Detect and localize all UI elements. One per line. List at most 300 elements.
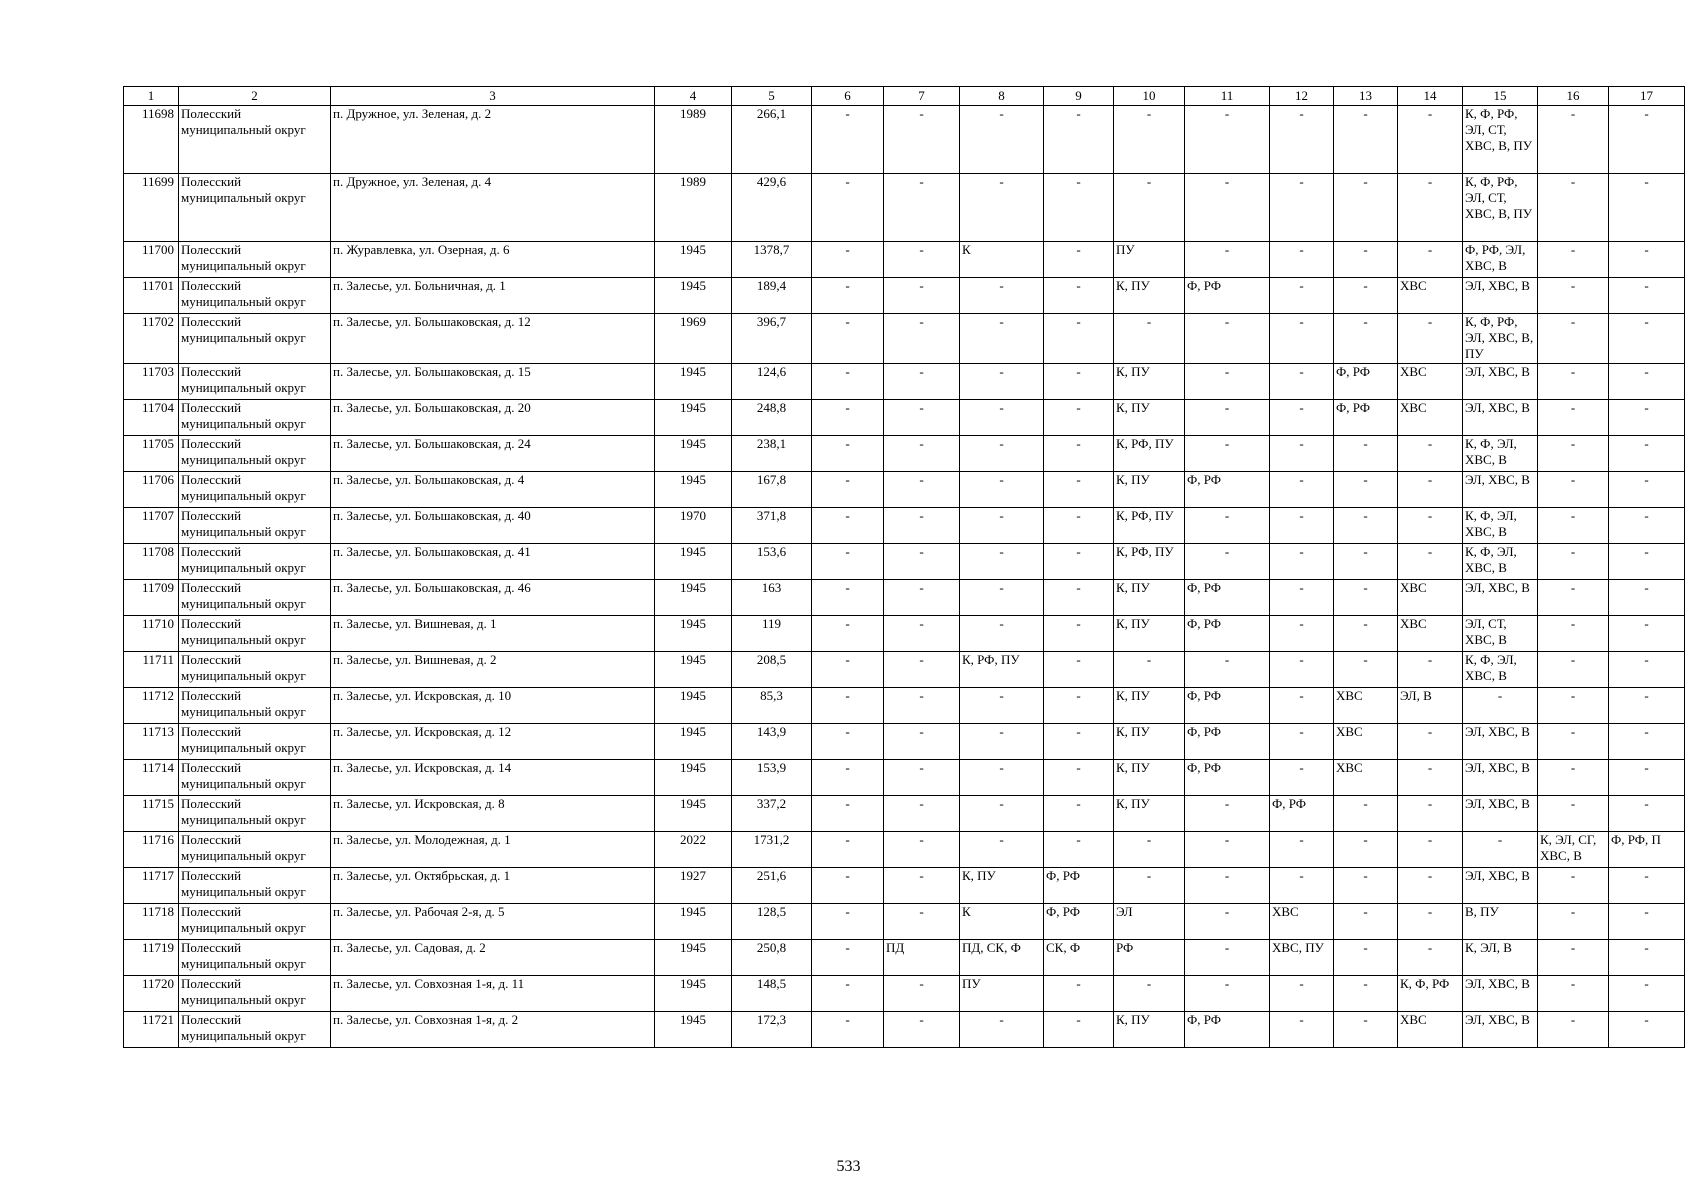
table-cell-col-11: - [1185, 242, 1270, 278]
table-cell-col-11: Ф, РФ [1185, 760, 1270, 796]
table-cell-col-14: - [1398, 940, 1463, 976]
table-cell-col-10: К, ПУ [1114, 580, 1185, 616]
table-cell-col-9: Ф, РФ [1044, 868, 1114, 904]
table-cell-col-13: - [1334, 832, 1398, 868]
table-cell-col-3: п. Залесье, ул. Совхозная 1-я, д. 2 [331, 1012, 655, 1048]
table-cell-col-16: - [1538, 1012, 1609, 1048]
table-cell-col-3: п. Залесье, ул. Больничная, д. 1 [331, 278, 655, 314]
table-cell-col-9: - [1044, 106, 1114, 174]
table-cell-col-10: ПУ [1114, 242, 1185, 278]
table-cell-col-9: - [1044, 314, 1114, 364]
table-cell-col-11: - [1185, 652, 1270, 688]
table-cell-col-14: - [1398, 174, 1463, 242]
header-row [124, 87, 1685, 106]
table-cell-col-2: Полесский муниципальный округ [179, 106, 331, 174]
table-cell-col-17: - [1609, 652, 1685, 688]
table-cell-col-13: - [1334, 976, 1398, 1012]
table-cell-col-6: - [812, 278, 884, 314]
table-cell-col-6: - [812, 436, 884, 472]
table-cell-col-9: - [1044, 472, 1114, 508]
table-cell-col-10: - [1114, 868, 1185, 904]
table-cell-col-17: - [1609, 616, 1685, 652]
table-cell-col-17: - [1609, 724, 1685, 760]
table-cell-col-10: К, РФ, ПУ [1114, 508, 1185, 544]
table-cell-col-3: п. Дружное, ул. Зеленая, д. 2 [331, 106, 655, 174]
table-cell-col-13: - [1334, 472, 1398, 508]
table-cell-col-10: - [1114, 314, 1185, 364]
table-cell-col-4: 1945 [655, 400, 732, 436]
table-cell-col-1: 11717 [124, 868, 179, 904]
table-cell-col-1: 11715 [124, 796, 179, 832]
table-cell-col-7: - [884, 904, 960, 940]
table-cell-col-3: п. Залесье, ул. Молодежная, д. 1 [331, 832, 655, 868]
table-cell-col-2: Полесский муниципальный округ [179, 436, 331, 472]
table-cell-col-17: - [1609, 436, 1685, 472]
table-cell-col-12: - [1270, 616, 1334, 652]
table-cell-col-11: - [1185, 868, 1270, 904]
table-cell-col-17: - [1609, 940, 1685, 976]
table-cell-col-3: п. Залесье, ул. Большаковская, д. 24 [331, 436, 655, 472]
table-cell-col-5: 337,2 [732, 796, 812, 832]
table-cell-col-7: - [884, 364, 960, 400]
table-cell-col-12: - [1270, 314, 1334, 364]
table-cell-col-16: - [1538, 760, 1609, 796]
table-cell-col-3: п. Залесье, ул. Большаковская, д. 15 [331, 364, 655, 400]
table-cell-col-11: - [1185, 436, 1270, 472]
table-cell-col-2: Полесский муниципальный округ [179, 364, 331, 400]
table-cell-col-7: ПД [884, 940, 960, 976]
table-cell-col-1: 11709 [124, 580, 179, 616]
table-cell-col-10: - [1114, 652, 1185, 688]
table-cell-col-10: К, ПУ [1114, 364, 1185, 400]
table-cell-col-15: К, Ф, ЭЛ, ХВС, В [1463, 508, 1538, 544]
table-cell-col-14: - [1398, 868, 1463, 904]
table-row [124, 940, 1685, 976]
table-cell-col-9: СК, Ф [1044, 940, 1114, 976]
table-row [124, 472, 1685, 508]
table-cell-col-10: К, ПУ [1114, 400, 1185, 436]
table-cell-col-5: 429,6 [732, 174, 812, 242]
column-header-3: 3 [331, 87, 655, 106]
table-cell-col-8: - [960, 580, 1044, 616]
table-cell-col-13: - [1334, 314, 1398, 364]
table-cell-col-13: - [1334, 242, 1398, 278]
table-cell-col-2: Полесский муниципальный округ [179, 940, 331, 976]
table-cell-col-3: п. Залесье, ул. Большаковская, д. 40 [331, 508, 655, 544]
table-cell-col-17: - [1609, 106, 1685, 174]
table-cell-col-10: - [1114, 976, 1185, 1012]
table-cell-col-6: - [812, 724, 884, 760]
table-cell-col-2: Полесский муниципальный округ [179, 796, 331, 832]
table-cell-col-10: К, РФ, ПУ [1114, 544, 1185, 580]
table-cell-col-1: 11713 [124, 724, 179, 760]
table-cell-col-7: - [884, 580, 960, 616]
table-cell-col-2: Полесский муниципальный округ [179, 472, 331, 508]
table-cell-col-16: - [1538, 580, 1609, 616]
table-cell-col-11: - [1185, 904, 1270, 940]
table-cell-col-15: ЭЛ, ХВС, В [1463, 472, 1538, 508]
table-cell-col-13: - [1334, 508, 1398, 544]
table-cell-col-16: - [1538, 364, 1609, 400]
table-cell-col-10: ЭЛ [1114, 904, 1185, 940]
table-cell-col-2: Полесский муниципальный округ [179, 1012, 331, 1048]
table-cell-col-14: ХВС [1398, 278, 1463, 314]
table-cell-col-11: - [1185, 832, 1270, 868]
table-cell-col-11: Ф, РФ [1185, 724, 1270, 760]
table-cell-col-14: - [1398, 242, 1463, 278]
table-cell-col-8: К, РФ, ПУ [960, 652, 1044, 688]
table-cell-col-9: Ф, РФ [1044, 904, 1114, 940]
table-cell-col-7: - [884, 832, 960, 868]
table-cell-col-15: ЭЛ, ХВС, В [1463, 580, 1538, 616]
table-cell-col-17: - [1609, 904, 1685, 940]
table-cell-col-14: - [1398, 472, 1463, 508]
table-cell-col-8: - [960, 688, 1044, 724]
table-cell-col-8: - [960, 1012, 1044, 1048]
table-cell-col-17: - [1609, 580, 1685, 616]
table-cell-col-1: 11710 [124, 616, 179, 652]
table-cell-col-12: - [1270, 436, 1334, 472]
table-cell-col-12: - [1270, 278, 1334, 314]
table-cell-col-5: 251,6 [732, 868, 812, 904]
table-cell-col-11: Ф, РФ [1185, 278, 1270, 314]
table-cell-col-13: - [1334, 796, 1398, 832]
table-cell-col-2: Полесский муниципальный округ [179, 508, 331, 544]
table-cell-col-14: ХВС [1398, 364, 1463, 400]
table-cell-col-4: 1945 [655, 652, 732, 688]
table-cell-col-11: - [1185, 796, 1270, 832]
table-cell-col-6: - [812, 508, 884, 544]
table-cell-col-6: - [812, 580, 884, 616]
table-cell-col-5: 143,9 [732, 724, 812, 760]
table-cell-col-6: - [812, 976, 884, 1012]
table-cell-col-2: Полесский муниципальный округ [179, 544, 331, 580]
table-cell-col-3: п. Залесье, ул. Искровская, д. 12 [331, 724, 655, 760]
table-cell-col-1: 11698 [124, 106, 179, 174]
table-cell-col-15: ЭЛ, ХВС, В [1463, 760, 1538, 796]
table-cell-col-6: - [812, 472, 884, 508]
table-cell-col-13: - [1334, 580, 1398, 616]
table-cell-col-12: - [1270, 652, 1334, 688]
table-cell-col-2: Полесский муниципальный округ [179, 242, 331, 278]
table-cell-col-6: - [812, 616, 884, 652]
table-cell-col-1: 11703 [124, 364, 179, 400]
table-cell-col-12: - [1270, 976, 1334, 1012]
table-cell-col-16: - [1538, 616, 1609, 652]
table-cell-col-6: - [812, 652, 884, 688]
table-cell-col-7: - [884, 724, 960, 760]
table-cell-col-9: - [1044, 278, 1114, 314]
table-cell-col-4: 1945 [655, 242, 732, 278]
table-cell-col-15: ЭЛ, ХВС, В [1463, 724, 1538, 760]
table-cell-col-7: - [884, 242, 960, 278]
table-cell-col-14: - [1398, 436, 1463, 472]
table-row [124, 976, 1685, 1012]
table-cell-col-13: - [1334, 904, 1398, 940]
column-header-5: 5 [732, 87, 812, 106]
table-cell-col-13: ХВС [1334, 688, 1398, 724]
table-cell-col-5: 148,5 [732, 976, 812, 1012]
table-cell-col-15: К, Ф, РФ, ЭЛ, СТ, ХВС, В, ПУ [1463, 106, 1538, 174]
table-cell-col-3: п. Залесье, ул. Большаковская, д. 41 [331, 544, 655, 580]
table-cell-col-2: Полесский муниципальный округ [179, 904, 331, 940]
table-cell-col-15: - [1463, 832, 1538, 868]
table-cell-col-12: - [1270, 544, 1334, 580]
table-cell-col-4: 1945 [655, 580, 732, 616]
column-header-10: 10 [1114, 87, 1185, 106]
table-cell-col-7: - [884, 976, 960, 1012]
table-cell-col-3: п. Залесье, ул. Искровская, д. 14 [331, 760, 655, 796]
column-header-17: 17 [1609, 87, 1685, 106]
table-cell-col-10: - [1114, 832, 1185, 868]
table-cell-col-15: ЭЛ, ХВС, В [1463, 278, 1538, 314]
table-cell-col-11: - [1185, 174, 1270, 242]
table-cell-col-7: - [884, 106, 960, 174]
table-cell-col-8: - [960, 106, 1044, 174]
table-cell-col-7: - [884, 174, 960, 242]
table-cell-col-17: - [1609, 976, 1685, 1012]
table-cell-col-5: 248,8 [732, 400, 812, 436]
table-cell-col-11: Ф, РФ [1185, 472, 1270, 508]
table-cell-col-7: - [884, 688, 960, 724]
table-cell-col-12: - [1270, 364, 1334, 400]
table-cell-col-15: К, Ф, ЭЛ, ХВС, В [1463, 652, 1538, 688]
table-row [124, 796, 1685, 832]
table-cell-col-6: - [812, 544, 884, 580]
table-cell-col-8: - [960, 400, 1044, 436]
table-cell-col-16: - [1538, 940, 1609, 976]
table-cell-col-3: п. Залесье, ул. Искровская, д. 8 [331, 796, 655, 832]
table-cell-col-6: - [812, 760, 884, 796]
table-cell-col-9: - [1044, 174, 1114, 242]
table-cell-col-13: - [1334, 436, 1398, 472]
table-cell-col-9: - [1044, 508, 1114, 544]
table-cell-col-6: - [812, 832, 884, 868]
table-cell-col-2: Полесский муниципальный округ [179, 976, 331, 1012]
table-cell-col-5: 371,8 [732, 508, 812, 544]
table-row [124, 278, 1685, 314]
table-cell-col-3: п. Залесье, ул. Садовая, д. 2 [331, 940, 655, 976]
table-cell-col-9: - [1044, 760, 1114, 796]
table-cell-col-5: 128,5 [732, 904, 812, 940]
table-cell-col-17: - [1609, 400, 1685, 436]
table-cell-col-8: К [960, 904, 1044, 940]
table-row [124, 400, 1685, 436]
table-cell-col-16: - [1538, 278, 1609, 314]
table-cell-col-16: - [1538, 544, 1609, 580]
table-cell-col-7: - [884, 544, 960, 580]
table-row [124, 652, 1685, 688]
table-cell-col-16: - [1538, 314, 1609, 364]
table-cell-col-5: 172,3 [732, 1012, 812, 1048]
table-cell-col-12: ХВС, ПУ [1270, 940, 1334, 976]
table-cell-col-6: - [812, 364, 884, 400]
table-header [124, 87, 1685, 106]
table-cell-col-17: - [1609, 278, 1685, 314]
table-cell-col-13: - [1334, 940, 1398, 976]
table-cell-col-8: К [960, 242, 1044, 278]
table-cell-col-4: 1945 [655, 436, 732, 472]
table-cell-col-17: - [1609, 314, 1685, 364]
table-cell-col-4: 1945 [655, 364, 732, 400]
table-cell-col-2: Полесский муниципальный округ [179, 580, 331, 616]
table-cell-col-16: - [1538, 724, 1609, 760]
table-cell-col-5: 119 [732, 616, 812, 652]
table-cell-col-17: Ф, РФ, П [1609, 832, 1685, 868]
table-cell-col-14: - [1398, 544, 1463, 580]
table-cell-col-12: - [1270, 760, 1334, 796]
table-cell-col-5: 153,9 [732, 760, 812, 796]
table-cell-col-8: - [960, 314, 1044, 364]
table-cell-col-5: 167,8 [732, 472, 812, 508]
table-cell-col-3: п. Залесье, ул. Рабочая 2-я, д. 5 [331, 904, 655, 940]
column-header-11: 11 [1185, 87, 1270, 106]
table-cell-col-3: п. Залесье, ул. Большаковская, д. 46 [331, 580, 655, 616]
table-cell-col-2: Полесский муниципальный округ [179, 724, 331, 760]
table-cell-col-16: - [1538, 400, 1609, 436]
table-cell-col-7: - [884, 760, 960, 796]
table-cell-col-5: 238,1 [732, 436, 812, 472]
table-cell-col-1: 11711 [124, 652, 179, 688]
table-cell-col-13: ХВС [1334, 760, 1398, 796]
table-row [124, 1012, 1685, 1048]
table-cell-col-17: - [1609, 688, 1685, 724]
table-cell-col-16: - [1538, 436, 1609, 472]
table-cell-col-6: - [812, 868, 884, 904]
table-cell-col-16: - [1538, 508, 1609, 544]
table-cell-col-7: - [884, 508, 960, 544]
table-cell-col-11: - [1185, 314, 1270, 364]
table-cell-col-12: - [1270, 508, 1334, 544]
table-cell-col-15: В, ПУ [1463, 904, 1538, 940]
table-cell-col-13: - [1334, 544, 1398, 580]
table-cell-col-15: К, Ф, РФ, ЭЛ, ХВС, В, ПУ [1463, 314, 1538, 364]
table-cell-col-7: - [884, 796, 960, 832]
table-cell-col-6: - [812, 106, 884, 174]
table-cell-col-15: К, ЭЛ, В [1463, 940, 1538, 976]
table-cell-col-15: ЭЛ, ХВС, В [1463, 868, 1538, 904]
table-row [124, 724, 1685, 760]
table-row [124, 508, 1685, 544]
table-cell-col-11: Ф, РФ [1185, 580, 1270, 616]
table-cell-col-13: Ф, РФ [1334, 364, 1398, 400]
table-cell-col-6: - [812, 940, 884, 976]
table-cell-col-14: - [1398, 724, 1463, 760]
table-cell-col-2: Полесский муниципальный округ [179, 868, 331, 904]
table-cell-col-2: Полесский муниципальный округ [179, 278, 331, 314]
page-number: 533 [836, 1158, 861, 1175]
table-cell-col-9: - [1044, 976, 1114, 1012]
table-cell-col-3: п. Залесье, ул. Вишневая, д. 1 [331, 616, 655, 652]
table-row [124, 832, 1685, 868]
table-cell-col-11: - [1185, 976, 1270, 1012]
table-cell-col-14: - [1398, 652, 1463, 688]
table-cell-col-9: - [1044, 616, 1114, 652]
table-cell-col-4: 1989 [655, 106, 732, 174]
table-cell-col-8: - [960, 508, 1044, 544]
table-cell-col-13: - [1334, 278, 1398, 314]
table-cell-col-6: - [812, 314, 884, 364]
table-cell-col-7: - [884, 314, 960, 364]
table-cell-col-1: 11718 [124, 904, 179, 940]
table-cell-col-8: - [960, 760, 1044, 796]
table-cell-col-12: - [1270, 688, 1334, 724]
table-cell-col-9: - [1044, 436, 1114, 472]
table-cell-col-14: ХВС [1398, 400, 1463, 436]
table-cell-col-14: - [1398, 508, 1463, 544]
table-cell-col-11: - [1185, 940, 1270, 976]
table-cell-col-10: К, ПУ [1114, 724, 1185, 760]
table-cell-col-6: - [812, 174, 884, 242]
table-cell-col-14: ХВС [1398, 616, 1463, 652]
table-cell-col-3: п. Залесье, ул. Вишневая, д. 2 [331, 652, 655, 688]
table-cell-col-9: - [1044, 796, 1114, 832]
table-cell-col-16: - [1538, 472, 1609, 508]
table-cell-col-10: К, РФ, ПУ [1114, 436, 1185, 472]
table-cell-col-10: - [1114, 174, 1185, 242]
table-cell-col-8: - [960, 796, 1044, 832]
table-cell-col-5: 163 [732, 580, 812, 616]
table-cell-col-3: п. Залесье, ул. Совхозная 1-я, д. 11 [331, 976, 655, 1012]
table-cell-col-17: - [1609, 472, 1685, 508]
table-cell-col-15: ЭЛ, ХВС, В [1463, 796, 1538, 832]
table-cell-col-5: 85,3 [732, 688, 812, 724]
table-cell-col-16: - [1538, 652, 1609, 688]
column-header-9: 9 [1044, 87, 1114, 106]
table-row [124, 760, 1685, 796]
table-cell-col-5: 189,4 [732, 278, 812, 314]
table-cell-col-7: - [884, 436, 960, 472]
table-cell-col-4: 1945 [655, 724, 732, 760]
table-cell-col-5: 208,5 [732, 652, 812, 688]
column-header-1: 1 [124, 87, 179, 106]
table-cell-col-2: Полесский муниципальный округ [179, 652, 331, 688]
table-cell-col-8: - [960, 724, 1044, 760]
table-cell-col-9: - [1044, 652, 1114, 688]
table-cell-col-15: ЭЛ, ХВС, В [1463, 1012, 1538, 1048]
table-cell-col-15: ЭЛ, ХВС, В [1463, 400, 1538, 436]
table-cell-col-15: - [1463, 688, 1538, 724]
table-cell-col-2: Полесский муниципальный округ [179, 400, 331, 436]
table-cell-col-3: п. Дружное, ул. Зеленая, д. 4 [331, 174, 655, 242]
table-cell-col-15: К, Ф, ЭЛ, ХВС, В [1463, 436, 1538, 472]
table-cell-col-4: 2022 [655, 832, 732, 868]
table-cell-col-16: - [1538, 174, 1609, 242]
table-cell-col-5: 266,1 [732, 106, 812, 174]
table-cell-col-4: 1945 [655, 904, 732, 940]
table-cell-col-12: - [1270, 868, 1334, 904]
column-header-16: 16 [1538, 87, 1609, 106]
table-cell-col-5: 153,6 [732, 544, 812, 580]
table-cell-col-11: Ф, РФ [1185, 688, 1270, 724]
table-cell-col-9: - [1044, 724, 1114, 760]
table-cell-col-2: Полесский муниципальный округ [179, 760, 331, 796]
table-cell-col-17: - [1609, 508, 1685, 544]
table-cell-col-3: п. Журавлевка, ул. Озерная, д. 6 [331, 242, 655, 278]
table-cell-col-9: - [1044, 544, 1114, 580]
table-cell-col-6: - [812, 400, 884, 436]
table-cell-col-16: - [1538, 796, 1609, 832]
table-cell-col-4: 1969 [655, 314, 732, 364]
table-cell-col-9: - [1044, 242, 1114, 278]
table-cell-col-4: 1945 [655, 278, 732, 314]
table-cell-col-16: - [1538, 868, 1609, 904]
table-cell-col-8: - [960, 436, 1044, 472]
table-cell-col-17: - [1609, 174, 1685, 242]
table-cell-col-5: 1731,2 [732, 832, 812, 868]
table-cell-col-1: 11716 [124, 832, 179, 868]
table-cell-col-15: К, Ф, ЭЛ, ХВС, В [1463, 544, 1538, 580]
